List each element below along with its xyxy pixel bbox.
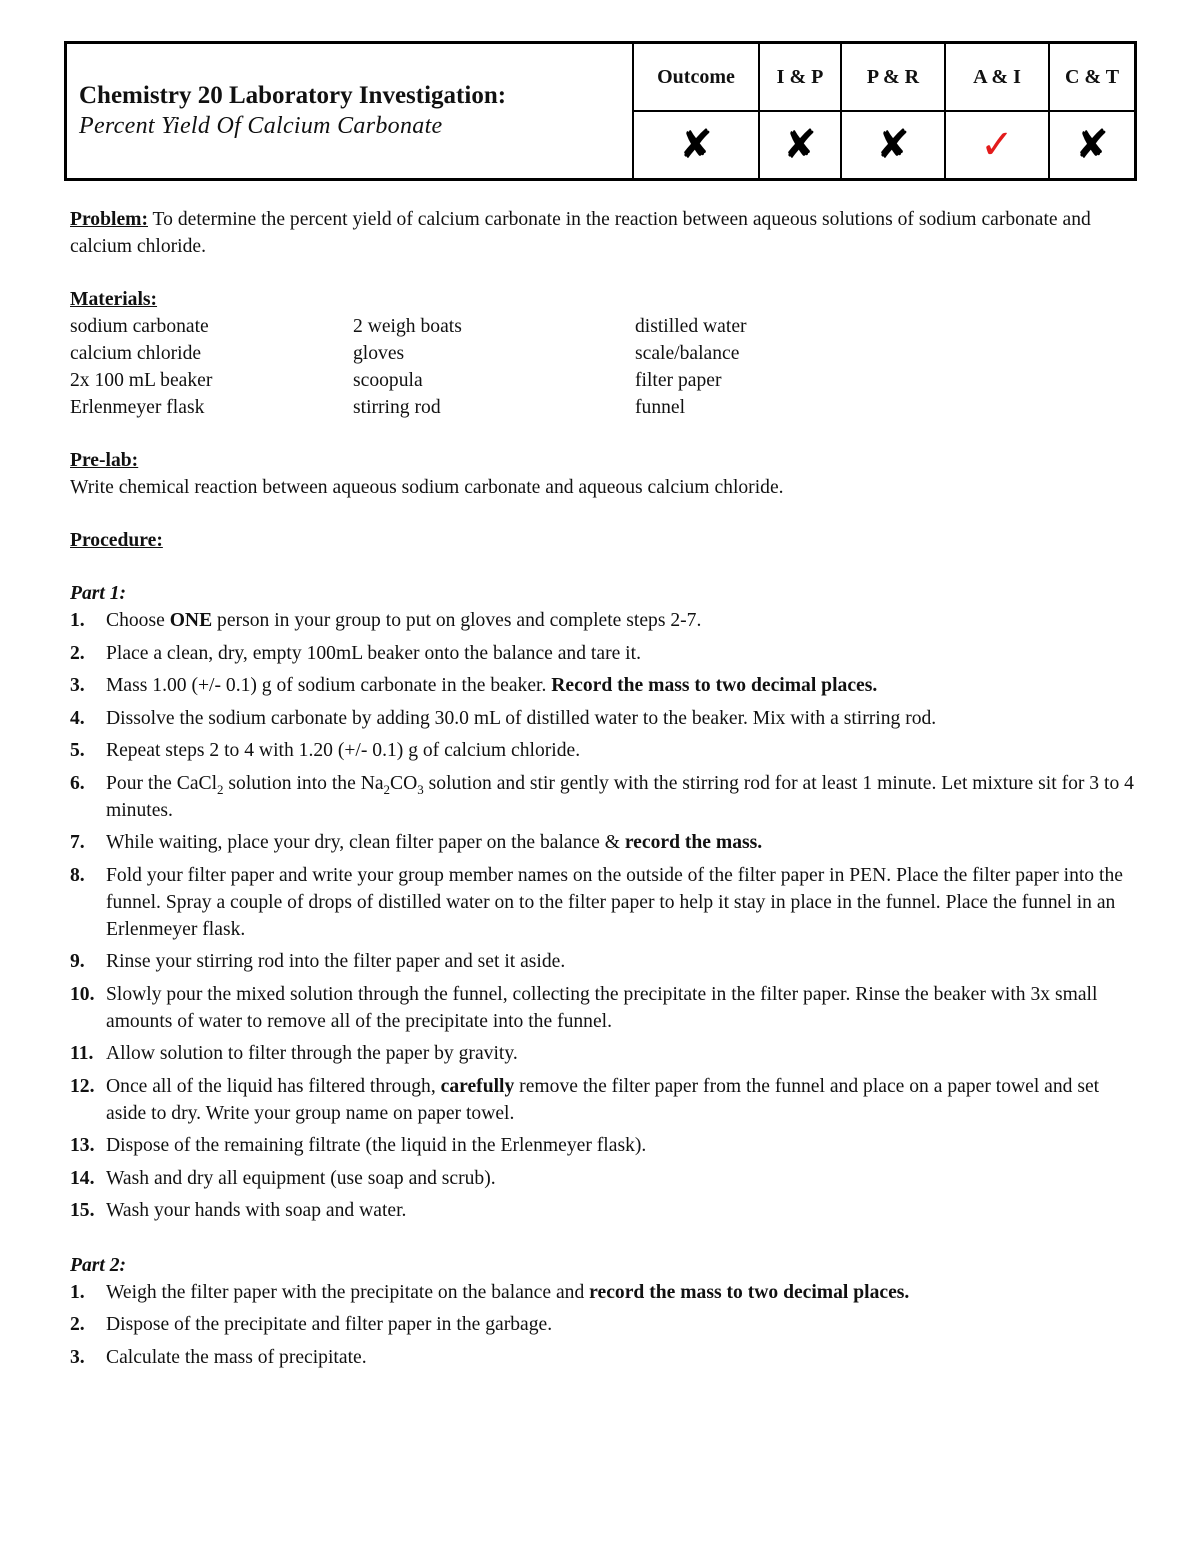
procedure-step: [70, 1279, 1140, 1306]
step-number: 7.: [70, 832, 85, 853]
problem-heading: Problem:: [70, 209, 148, 230]
materials-row: [70, 340, 1140, 367]
material-item: stirring rod: [353, 397, 441, 418]
procedure-step: [70, 981, 1140, 1035]
step-text: record the mass.: [624, 832, 763, 853]
procedure-step: [70, 1040, 1140, 1067]
step-number: 2.: [70, 642, 85, 664]
mark-cell-2: [841, 111, 945, 180]
mark-cell-1: [759, 111, 841, 180]
step-number: 6.: [70, 772, 85, 794]
material-item: distilled water: [635, 316, 747, 337]
page-title: Chemistry 20 Laboratory Investigation:: [79, 82, 507, 109]
procedure-step: [70, 948, 1140, 975]
step-number: 1.: [70, 1281, 85, 1303]
col-head-ip: I & P: [759, 43, 841, 112]
part2-title: Part 2:: [70, 1254, 127, 1276]
step-text: ONE: [169, 610, 213, 631]
step-text: Wash and dry all equipment (use soap and scrub).: [106, 1167, 496, 1189]
step-text: solution into the Na: [223, 772, 384, 794]
step-text: record the mass to two decimal places.: [589, 1281, 910, 1303]
material-item: 2x 100 mL beaker: [70, 370, 213, 391]
step-text: Rinse your stirring rod into the filter paper and set it aside.: [106, 951, 566, 972]
step-text: CO: [390, 772, 418, 794]
procedure-step: [70, 1311, 1140, 1338]
part2-steps: [70, 1279, 1140, 1371]
procedure-step: [70, 705, 1140, 732]
step-text: Dispose of the precipitate and filter paper in the garbage.: [106, 1314, 553, 1335]
step-number: 12.: [70, 1075, 95, 1097]
material-item: filter paper: [635, 370, 722, 391]
part1-title: Part 1:: [70, 583, 127, 604]
material-item: gloves: [353, 343, 405, 364]
materials-heading: Materials:: [70, 289, 158, 310]
procedure-step: [70, 1165, 1140, 1192]
step-text: Calculate the mass of precipitate.: [106, 1346, 367, 1368]
procedure-step: [70, 1197, 1140, 1224]
prelab-text: Write chemical reaction between aqueous sodium carbonate and aqueous calcium chloride.: [70, 477, 784, 498]
procedure-step: [70, 862, 1140, 943]
procedure-step: [70, 1132, 1140, 1159]
step-text: Allow solution to filter through the paper by gravity.: [106, 1043, 518, 1064]
rubric-header-table: [64, 41, 1137, 181]
cross-icon: ✘: [679, 122, 713, 168]
page-subtitle: Percent Yield Of Calcium Carbonate: [79, 113, 443, 139]
step-number: 8.: [70, 864, 85, 886]
procedure-step: [70, 672, 1140, 699]
step-number: 9.: [70, 951, 85, 972]
step-number: 10.: [70, 983, 95, 1005]
step-text: Record the mass to two decimal places.: [551, 675, 878, 696]
col-head-ct: C & T: [1049, 43, 1136, 112]
step-number: 2.: [70, 1314, 85, 1335]
step-number: 5.: [70, 740, 85, 761]
procedure-step: [70, 737, 1140, 764]
document-body: [70, 206, 1140, 1376]
step-text: Fold your filter paper and write your group member names on the outside of the filter paper in PEN. Place the filter paper into the funnel. Spray a couple of drops of distilled water on to the filter paper to help it stay in place in the funnel. Place the funnel in an Erlenmeyer flask.: [106, 864, 1123, 940]
step-number: 4.: [70, 707, 85, 729]
step-number: 15.: [70, 1200, 95, 1221]
problem-text: To determine the percent yield of calcium carbonate in the reaction between aqueous solutions of sodium carbonate and calcium chloride.: [70, 209, 1091, 257]
step-text: Slowly pour the mixed solution through the funnel, collecting the precipitate in the filter paper. Rinse the beaker with 3x small amounts of water to remove all of the precipitate into the funnel.: [106, 983, 1098, 1032]
cross-icon: ✘: [1075, 122, 1109, 168]
step-text: person in your group to put on gloves and complete steps 2-7.: [212, 610, 702, 631]
step-text: 3: [417, 781, 424, 797]
col-head-ai: A & I: [945, 43, 1049, 112]
cross-icon: ✘: [783, 122, 817, 168]
step-number: 13.: [70, 1135, 95, 1156]
material-item: sodium carbonate: [70, 316, 209, 337]
step-text: Repeat steps 2 to 4 with 1.20 (+/- 0.1) g of calcium chloride.: [106, 740, 581, 761]
materials-row: [70, 394, 1140, 421]
step-text: Once all of the liquid has filtered through,: [106, 1075, 441, 1097]
materials-row: [70, 367, 1140, 394]
step-number: 3.: [70, 1346, 85, 1368]
step-text: Dissolve the sodium carbonate by adding 30.0 mL of distilled water to the beaker. Mix with a stirring rod.: [106, 707, 937, 729]
material-item: scoopula: [353, 370, 423, 391]
material-item: 2 weigh boats: [353, 316, 462, 337]
procedure-step: [70, 1073, 1140, 1127]
step-text: solution and stir gently with the stirring rod for at least 1 minute. Let mixture sit for 3 to 4 minutes.: [106, 772, 1134, 821]
materials-list: [70, 313, 1140, 421]
procedure-step: [70, 829, 1140, 856]
step-text: remove the filter paper from the funnel and place on a paper towel and set aside to dry. Write your group name on paper towel.: [106, 1075, 1100, 1124]
cross-icon: ✘: [876, 122, 910, 168]
title-cell: [66, 43, 634, 180]
procedure-heading: Procedure:: [70, 530, 163, 551]
step-text: Mass 1.00 (+/- 0.1) g of sodium carbonate in the beaker.: [106, 675, 552, 696]
col-head-outcome: Outcome: [633, 43, 759, 112]
material-item: funnel: [635, 397, 686, 418]
material-item: Erlenmeyer flask: [70, 397, 205, 418]
step-text: Weigh the filter paper with the precipitate on the balance and: [106, 1281, 590, 1303]
step-text: 2: [383, 781, 391, 797]
mark-cell-0: [633, 111, 759, 180]
step-number: 14.: [70, 1167, 95, 1189]
material-item: calcium chloride: [70, 343, 202, 364]
part1-steps: [70, 607, 1140, 1224]
problem-paragraph: [70, 206, 1140, 260]
procedure-step: [70, 1344, 1140, 1371]
mark-cell-3: [945, 111, 1049, 180]
step-text: Choose: [106, 610, 170, 631]
step-text: Wash your hands with soap and water.: [106, 1200, 407, 1221]
step-text: 2: [217, 781, 224, 797]
procedure-step: [70, 607, 1140, 634]
step-text: While waiting, place your dry, clean filter paper on the balance &: [106, 832, 625, 853]
mark-cell-4: [1049, 111, 1136, 180]
step-number: 1.: [70, 610, 85, 631]
step-text: Pour the CaCl: [106, 772, 218, 794]
step-text: Place a clean, dry, empty 100mL beaker onto the balance and tare it.: [106, 642, 641, 664]
procedure-step: [70, 770, 1140, 824]
step-number: 3.: [70, 675, 85, 696]
materials-row: [70, 313, 1140, 340]
prelab-heading: Pre-lab:: [70, 450, 139, 471]
step-number: 11.: [70, 1043, 94, 1064]
procedure-step: [70, 640, 1140, 667]
col-head-pr: P & R: [841, 43, 945, 112]
material-item: scale/balance: [635, 343, 740, 364]
step-text: Dispose of the remaining filtrate (the liquid in the Erlenmeyer flask).: [106, 1135, 647, 1156]
step-text: carefully: [440, 1075, 515, 1097]
check-icon: ✓: [980, 122, 1014, 168]
